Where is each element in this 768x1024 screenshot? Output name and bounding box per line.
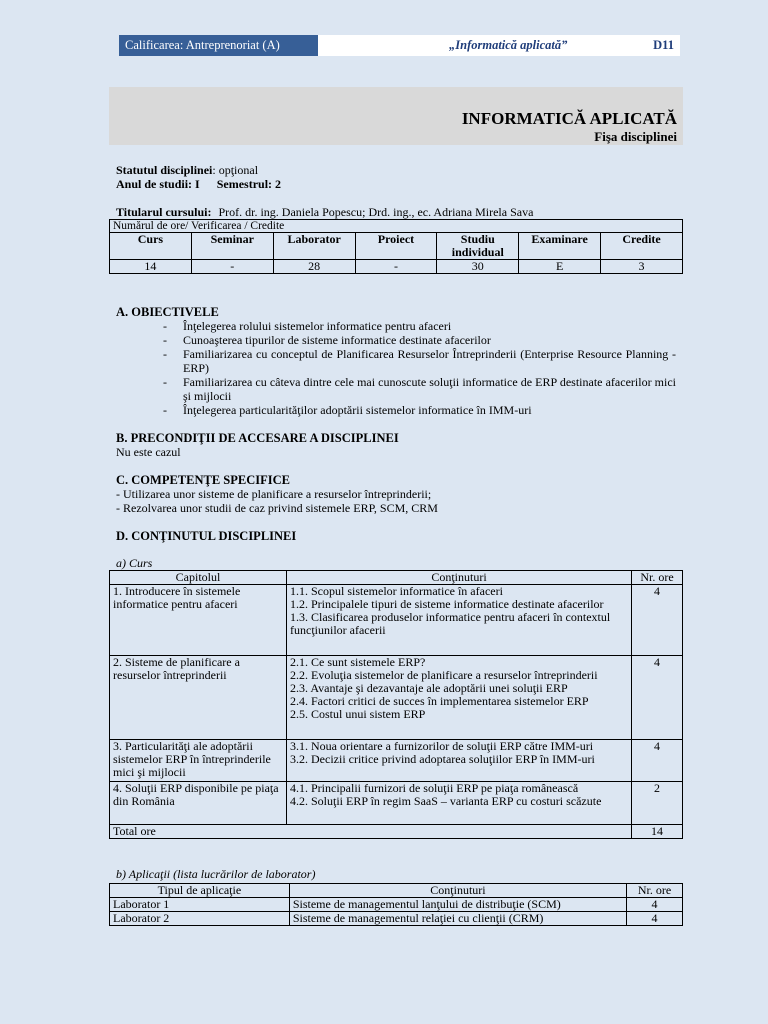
hours-value: -	[191, 260, 273, 274]
hours-cell: 2	[632, 782, 683, 825]
chapter-cell: 3. Particularităţi ale adoptării sistemelor ERP în întreprinderile mici şi mijlocii	[110, 740, 287, 782]
lab-label: b) Aplicaţii (lista lucrărilor de laborator)	[116, 867, 316, 881]
course-header: Conţinuturi	[287, 571, 632, 585]
page-title: INFORMATICĂ APLICATĂ	[461, 109, 677, 128]
hours-value: 14	[110, 260, 192, 274]
hours-header: Curs	[110, 233, 192, 260]
year-label: Anul de studii: I	[116, 177, 200, 191]
lab-header: Nr. ore	[627, 884, 683, 898]
course-table	[109, 570, 683, 839]
objective-item: - Înţelegerea particularităţilor adoptării sistemelor informatice în IMM-uri	[163, 403, 532, 417]
competence-item: - Rezolvarea unor studii de caz privind sistemele ERP, SCM, CRM	[116, 501, 438, 515]
table-row	[110, 656, 683, 740]
lab-header: Conţinuturi	[289, 884, 626, 898]
holder-value: Prof. dr. ing. Daniela Popescu; Drd. ing., ec. Adriana Mirela Sava	[218, 205, 534, 219]
holder-label: Titularul cursului:	[116, 205, 212, 219]
section-a-title: A. OBIECTIVELE	[116, 305, 219, 319]
contents-cell: 2.1. Ce sunt sistemele ERP? 2.2. Evoluţia sistemelor de planificare a resurselor întreprinderii 2.3. Avantaje şi dezavantaje ale adoptării unei soluţii ERP 2.4. Factori critici de succes în implementarea sistemelor ERP 2.5. Costul unui sistem ERP	[287, 656, 632, 740]
chapter-cell: 4. Soluţii ERP disponibile pe piaţa din România	[110, 782, 287, 825]
hours-value: 30	[437, 260, 519, 274]
contents-cell: 4.1. Principalii furnizori de soluţii ERP pe piaţa românească 4.2. Soluţii ERP în regim SaaS – varianta ERP cu costuri scăzute	[287, 782, 632, 825]
hours-header: Credite	[601, 233, 683, 260]
hours-caption: Numărul de ore/ Verificarea / Credite	[110, 220, 683, 233]
hours-value: -	[355, 260, 437, 274]
semester-label: Semestrul: 2	[216, 177, 282, 191]
lab-table	[109, 883, 683, 926]
hours-header: Proiect	[355, 233, 437, 260]
section-c-title: C. COMPETENŢE SPECIFICE	[116, 473, 290, 487]
objective-item: - Familiarizarea cu câteva dintre cele mai cunoscute soluţii informatice de ERP destinate afacerilor mici şi mijlocii	[163, 375, 676, 403]
hours-value: 3	[601, 260, 683, 274]
lab-hours: 4	[627, 898, 683, 912]
objective-item: - Cunoaşterea tipurilor de sisteme informatice destinate afacerilor	[163, 333, 491, 347]
hours-cell: 4	[632, 656, 683, 740]
title-box	[109, 87, 683, 145]
hours-value: 28	[273, 260, 355, 274]
status-value: : opţional	[212, 163, 259, 177]
hours-cell: 4	[632, 585, 683, 656]
year-line	[116, 177, 281, 192]
total-value: 14	[632, 825, 683, 839]
lab-type: Laborator 2	[110, 912, 290, 926]
table-row	[110, 740, 683, 782]
table-row	[110, 898, 683, 912]
hours-header: Laborator	[273, 233, 355, 260]
course-header: Capitolul	[110, 571, 287, 585]
lab-content: Sisteme de managementul relaţiei cu clienţii (CRM)	[289, 912, 626, 926]
page-subtitle: Fişa disciplinei	[594, 129, 677, 144]
course-name: „Informatică aplicată”	[449, 38, 568, 52]
chapter-cell: 1. Introducere în sistemele informatice pentru afaceri	[110, 585, 287, 656]
contents-cell: 3.1. Noua orientare a furnizorilor de soluţii ERP către IMM-uri 3.2. Decizii critice privind adoptarea soluţiilor ERP în IMM-uri	[287, 740, 632, 782]
course-code: D11	[653, 38, 674, 52]
hours-header: Seminar	[191, 233, 273, 260]
objective-item: - Înţelegerea rolului sistemelor informatice pentru afaceri	[163, 319, 452, 333]
status-label: Statutul disciplinei	[116, 163, 213, 177]
table-row	[110, 585, 683, 656]
qualification-label: Calificarea: Antreprenoriat (A)	[119, 35, 318, 56]
section-b-text: Nu este cazul	[116, 445, 181, 459]
contents-cell: 1.1. Scopul sistemelor informatice în afaceri 1.2. Principalele tipuri de sisteme informatice destinate afacerilor 1.3. Clasificarea produselor informatice pentru afaceri în contextul funcţiunilor afacerii	[287, 585, 632, 656]
lab-type: Laborator 1	[110, 898, 290, 912]
chapter-cell: 2. Sisteme de planificare a resurselor întreprinderii	[110, 656, 287, 740]
hours-value: E	[519, 260, 601, 274]
hours-header: Studiu individual	[437, 233, 519, 260]
competence-item: - Utilizarea unor sisteme de planificare a resurselor întreprinderii;	[116, 487, 432, 501]
section-b-title: B. PRECONDIŢII DE ACCESARE A DISCIPLINEI	[116, 431, 399, 445]
lab-header: Tipul de aplicaţie	[110, 884, 290, 898]
section-d-title: D. CONŢINUTUL DISCIPLINEI	[116, 529, 297, 543]
course-label: a) Curs	[116, 556, 153, 570]
objective-item: - Familiarizarea cu conceptul de Planificarea Resurselor Întreprinderii (Enterprise Resource Planning - ERP)	[163, 347, 676, 375]
table-row	[110, 912, 683, 926]
status-line	[116, 163, 258, 178]
total-row	[110, 825, 683, 839]
course-header: Nr. ore	[632, 571, 683, 585]
hours-header: Examinare	[519, 233, 601, 260]
table-row	[110, 782, 683, 825]
header-bar	[119, 35, 680, 56]
hours-table	[109, 219, 683, 274]
total-label: Total ore	[110, 825, 632, 839]
lab-hours: 4	[627, 912, 683, 926]
hours-cell: 4	[632, 740, 683, 782]
holder-line	[116, 205, 533, 220]
lab-content: Sisteme de managementul lanţului de distribuţie (SCM)	[289, 898, 626, 912]
